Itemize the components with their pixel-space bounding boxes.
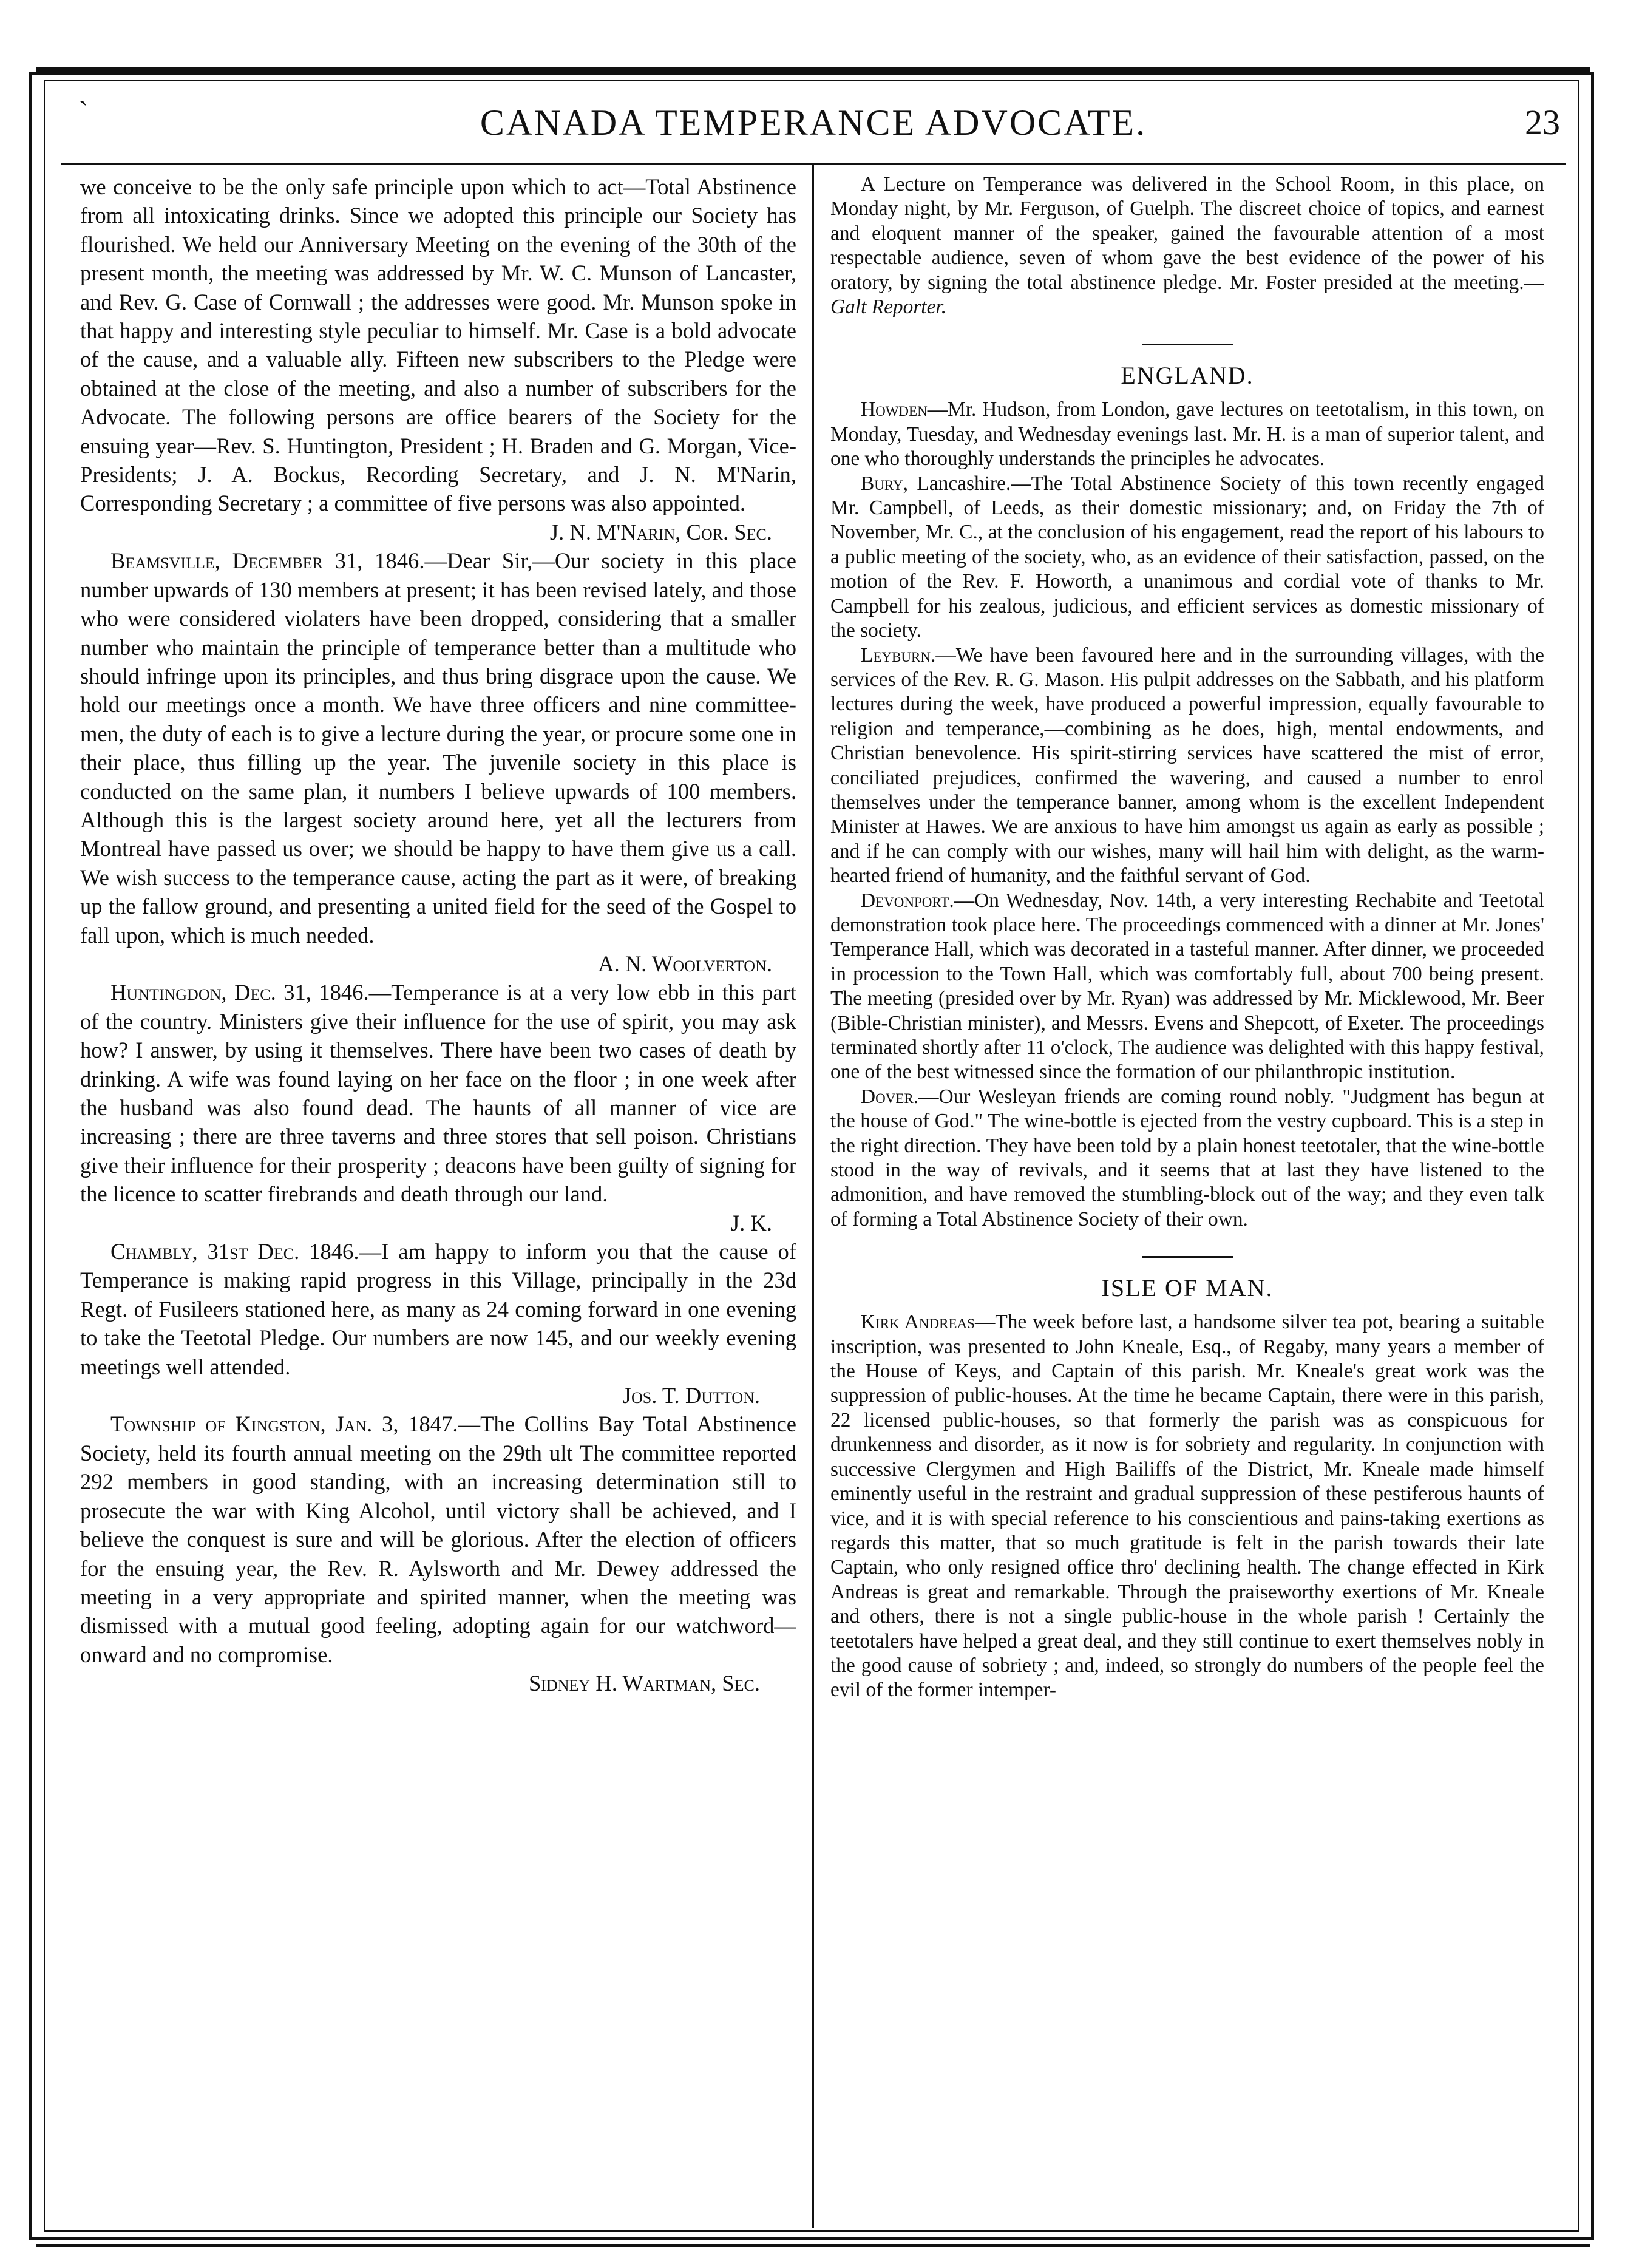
article-paragraph: Beamsville, December 31, 1846.—Dear Sir,—Our society in this place number upwards of 130 members at present; it has been revised lately, and those who were considered violaters have been dropped, considering that a smaller number who maintain the principle of temperance better than a multitude who should infringe upon its principles, and thus bring disgrace upon the cause. We hold our meetings once a month. We have three officers and nine committee-men, the duty of each is to give a lecture during the year, or procure some one in their place, thus filling up the year. The juvenile society in this place is conducted on the same plan, it numbers I believe upwards of 100 members. Although this is the largest society around here, yet all the lecturers from Montreal have passed us over; we should be happy to have them give us a call. We wish success to the temperance cause, acting the part as it were, of breaking up the fallow ground, and presenting a united field for the seed of the Gospel to fall upon, which is much needed. [80,548,796,948]
article-paragraph: Township of Kingston, Jan. 3, 1847.—The Collins Bay Total Abstinence Society, held its fourth annual meeting on the 29th ult The committee reported 292 members in good standing, with an increasing determination still to prosecute the war with King Alcohol, until victory shall be achieved, and I believe the conquest is sure and will be glorious. After the election of officers for the ensuing year, the Rev. R. Aylsworth and Mr. Dewey addressed the meeting in a very appropriate and spirited manner, when the meeting was dismissed with a mutual good feeling, adopting again for our watchword—onward and no compromise. [80,1411,796,1667]
article-paragraph: Leyburn.—We have been favoured here and in the surrounding villages, with the services of the Rev. R. G. Mason. His pulpit addresses on the Sabbath, and his platform lectures during the week, have produced a powerful impression, equally favourable to religion and temperance,—combining as he does, high, mental endowments, and Christian benevolence. His spirit-stirring services have scattered the mist of error, conciliated prejudices, confirmed the wavering, and caused a number to enrol themselves under the temperance banner, among whom is the excellent Independent Minister at Hawes. We are anxious to have him amongst us again as early as possible ; and if he can comply with our wishes, many will hail him with delight, as the warm-hearted friend of humanity, and the faithful servant of God. [830,643,1544,888]
dateline: Leyburn. [861,643,936,667]
article-paragraph: Devonport.—On Wednesday, Nov. 14th, a very interesting Rechabite and Teetotal demonstration took place here. The proceedings commenced with a dinner at Mr. Jones' Temperance Hall, which was decorated in a tasteful manner. After dinner, we proceeded in procession to the Town Hall, which was comfortably full, about 700 being present. The meeting (presided over by Mr. Ryan) was addressed by Mr. Micklewood, Mr. Beer (Bible-Christian minister), and Messrs. Evens and Shepcott, of Exeter. The proceedings terminated shortly after 11 o'clock, The audience was delighted with this happy festival, one of the best witnessed since the formation of our philanthropic institution. [830,889,1544,1084]
dateline: Bury, [861,472,908,495]
dateline: Howden [861,398,928,421]
signature: Jos. T. Dutton. [622,1383,760,1408]
article-paragraph: Chambly, 31st Dec. 1846.—I am happy to inform you that the cause of Temperance is making rapid progress in this Village, principally in the 23d Regt. of Fusileers stationed here, as many as 24 coming forward in one evening to take the Teetotal Pledge. Our numbers are now 145, and our weekly evening meetings well attended. [80,1239,796,1379]
page-number: 23 [1525,103,1560,142]
header-mark: ` [79,97,88,126]
dateline: Beamsville, December 31, 1846. [110,548,425,574]
dateline: Township of Kingston, Jan. 3, 1847. [110,1411,458,1437]
right-column [830,172,1544,1703]
article-paragraph: Huntingdon, Dec. 31, 1846.—Temperance is at a very low ebb in this part of the country. Ministers give their influence for the use of spirit, you may ask how? I answer, by using it themselves. There have been two cases of death by drinking. A wife was found laying on her face on the floor ; in one week after the husband was also found dead. The haunts of all manner of vice are increasing ; there are three taverns and three stores that sell poison. Christians give their influence for their prosperity ; deacons have been guilty of signing for the licence to scatter firebrands and death through our land. [80,980,796,1207]
signature: A. N. Woolverton. [598,951,772,976]
bottom-border-bar [36,2244,1590,2247]
signature: J. N. M'Narin, Cor. Sec. [549,519,772,545]
left-column [80,172,796,1698]
article-paragraph: Dover.—Our Wesleyan friends are coming round nobly. "Judgment has begun at the house of God." The wine-bottle is ejected from the vestry cupboard. This is a step in the right direction. They have been told by a plain honest teetotaler, that the wine-bottle stood in the way of revivals, and it seems that at last they have listened to the admonition, and have removed the stumbling-block out of the way; and they even talk of forming a Total Abstinence Society of their own. [830,1085,1544,1231]
dateline: Huntingdon, Dec. 31, 1846. [110,980,369,1005]
page-title: CANADA TEMPERANCE ADVOCATE. [480,103,1147,143]
column-divider [812,165,814,2228]
section-rule [1142,344,1233,345]
dateline: Devonport. [861,889,954,912]
article-paragraph: Kirk Andreas—The week before last, a handsome silver tea pot, bearing a suitable inscription, was presented to John Kneale, Esq., of Regaby, many years a member of the House of Keys, and Captain of this parish. Mr. Kneale's great work was the suppression of public-houses. At the time he became Captain, there were in this parish, 22 licensed public-houses, so that formerly the parish was as conspicuous for drunkenness and disorder, as it now is for sobriety and regularity. In conjunction with successive Clergymen and High Bailiffs of the District, Mr. Kneale made himself eminently useful in the restraint and gradual suppression of these pestiferous haunts of vice, and it is with special reference to his conscientious and pains-taking exertions as regards this matter, that so much gratitude is felt in the parish towards their late Captain, who only resigned office thro' declining health. The change effected in Kirk Andreas is great and remarkable. Through the praiseworthy exertions of Mr. Kneale and others, there is not a single public-house in the whole parish ! Certainly the teetotalers have helped a great deal, and they still continue to exert themselves nobly in the good cause of sobriety ; and, indeed, so strongly do numbers of the people feel the evil of the former intemper- [830,1311,1544,1702]
section-rule [1142,1256,1233,1258]
section-heading-isle-of-man: ISLE OF MAN. [1101,1274,1274,1302]
article-paragraph: Howden—Mr. Hudson, from London, gave lectures on teetotalism, in this town, on Monday, Tuesday, and Wednesday evenings last. Mr. H. is a man of superior talent, and one who thoroughly understands the principles he advocates. [830,398,1544,470]
article-paragraph: we conceive to be the only safe principle upon which to act—Total Abstinence from all intoxicating drinks. Since we adopted this principle our Society has flourished. We held our Anniversary Meeting on the evening of the 30th of the present month, the meeting was addressed by Mr. W. C. Munson of Lancaster, and Rev. G. Case of Cornwall ; the addresses were good. Mr. Munson spoke in that happy and interesting style peculiar to himself. Mr. Case is a bold advocate of the cause, and a valuable ally. Fifteen new subscribers to the Pledge were obtained at the close of the meeting, and also a number of subscribers for the Advocate. The following persons are office bearers of the Society for the ensuing year—Rev. S. Huntington, President ; H. Braden and G. Morgan, Vice-Presidents; J. A. Bockus, Recording Secretary, and J. N. M'Narin, Corresponding Secretary ; a committee of five persons was also appointed. [80,174,796,516]
section-heading-england: ENGLAND. [1121,362,1254,390]
dateline: Kirk Andreas [861,1311,975,1334]
source-citation: Galt Reporter. [830,296,947,319]
header-rule [61,163,1566,165]
page-header [61,91,1566,158]
signature: J. K. [730,1210,772,1235]
dateline: Chambly, 31st Dec. 1846. [110,1239,359,1265]
article-paragraph: A Lecture on Temperance was delivered in the School Room, in this place, on Monday night, by Mr. Ferguson, of Guelph. The discreet choice of topics, and earnest and eloquent manner of the speaker, gained the favourable attention of a most respectable audience, seven of whom gave the best evidence of the power of his oratory, by signing the total abstinence pledge. Mr. Foster presided at the meeting.—Galt Reporter. [830,173,1544,319]
signature: Sidney H. Wartman, Sec. [528,1671,760,1696]
article-paragraph: Bury, Lancashire.—The Total Abstinence Society of this town recently engaged Mr. Campbell, of Leeds, as their domestic missionary; and, on Friday the 7th of November, Mr. C., at the conclusion of his engagement, read the report of his labours to a public meeting of the society, who, as an evidence of their satisfaction, passed, on the motion of the Rev. F. Howorth, a unanimous and cordial vote of thanks to Mr. Campbell for his zealous, judicious, and efficient services as domestic missionary of the society. [830,472,1544,642]
dateline: Dover. [861,1085,919,1108]
